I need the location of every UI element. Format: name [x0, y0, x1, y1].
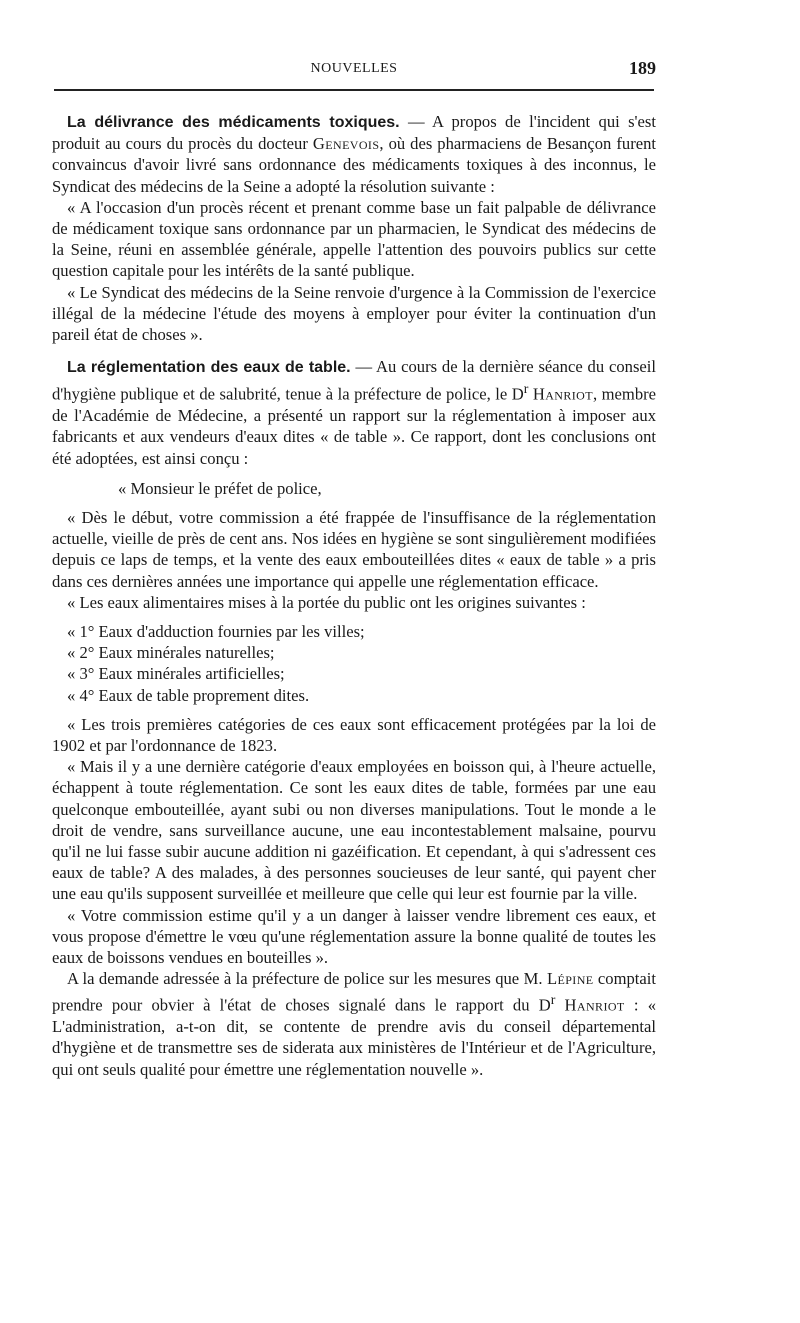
- article-body: [52, 111, 656, 1080]
- section-heading: La réglementation des eaux de table.: [67, 359, 351, 377]
- paragraph: « Le Syndicat des médecins de la Seine renvoie d'urgence à la Commission de l'exercice illégal de la médecine l'étude des moyens à employer pour éviter la continuation d'un pareil état de choses ».: [52, 282, 656, 345]
- list-item: « 1° Eaux d'adduction fournies par les villes;: [67, 622, 365, 641]
- paragraph: « Dès le début, votre commission a été frappée de l'insuffisance de la réglementation actuelle, vieille de près de cent ans. Nos idées en hygiène se sont singulièrement modifiées depuis ce laps de temps, et la vente des eaux embouteillées dites « eaux de table » a pris dans ces dernières années une importance qui appelle une réglementation efficace.: [52, 507, 656, 591]
- section-toxic-medications-intro: La délivrance des médicaments toxiques. — A propos de l'incident qui s'est produit au cours du procès du docteur Genevois, où des pharmaciens de Besançon furent convaincus d'avoir livré sans ordonnance des médicaments toxiques à des inconnus, le Syndicat des médecins de la Seine a adopté la résolution suivante :: [52, 112, 656, 196]
- running-header: [52, 58, 656, 82]
- list-item: « 4° Eaux de table proprement dites.: [67, 685, 310, 705]
- header-rule: [54, 89, 654, 91]
- person-name: Hanriot: [532, 384, 593, 404]
- list-item: « 3° Eaux minérales artificielles;: [67, 664, 285, 684]
- salutation: « Monsieur le préfet de police,: [118, 478, 322, 498]
- running-title: NOUVELLES: [310, 61, 398, 76]
- section-heading: La délivrance des médicaments toxiques.: [67, 114, 400, 131]
- page-number: 189: [629, 58, 656, 78]
- person-name: Genevois: [312, 134, 380, 154]
- list-item: « 2° Eaux minérales naturelles;: [67, 643, 275, 663]
- paragraph: « A l'occasion d'un procès récent et prenant comme base un fait palpable de délivrance de médicament toxique sans ordonnance par un pharmacien, le Syndicat des médecins de la Seine, réuni en assemblée générale, appelle l'attention des pouvoirs publics sur cette question capitale pour les intérêts de la santé publique.: [52, 197, 656, 281]
- paragraph: « Mais il y a une dernière catégorie d'eaux employées en boisson qui, à l'heure actuelle, échappent à toute réglementation. Ce sont les eaux dites de table, formées par une eau quelconque embouteillée, ayant subi ou non diverses manipulations. Tout le monde a le droit de vendre, sans surveillance aucune, une eau incontestablement malsaine, pourvu qu'il ne lui fasse subir aucune addition ni gazéification. Et cependant, à qui s'adressent ces eaux de table? A des malades, à des personnes soucieuses de leur santé, qui payent cher une eau qu'ils supposent surveillée et meilleure que celle qui leur est fournie par la ville.: [52, 757, 656, 904]
- paragraph: « Votre commission estime qu'il y a un danger à laisser vendre librement ces eaux, et vous propose d'émettre le vœu qu'une réglementation assure la bonne qualité de toutes les eaux de boissons vendues en bouteilles ».: [52, 905, 656, 968]
- paragraph: « Les eaux alimentaires mises à la portée du public ont les origines suivantes :: [67, 592, 586, 612]
- person-name: Hanriot: [564, 995, 625, 1015]
- paragraph: A la demande adressée à la préfecture de police sur les mesures que M. Lépine comptait prendre pour obvier à l'état de choses signalé dans le rapport du $D^r$ Hanriot : « L'administration, a-t-on dit, se contente de prendre avis du conseil départemental d'hygiène et de transmettre ses de siderata aux ministères de l'Intérieur et de l'Agriculture, qui ont seuls qualité pour émettre une réglementation nouvelle ».: [52, 969, 656, 1079]
- origins-list: [52, 621, 656, 706]
- paragraph: « Les trois premières catégories de ces eaux sont efficacement protégées par la loi de 1902 et par l'ordonnance de 1823.: [52, 714, 656, 756]
- person-name: Lépine: [546, 969, 594, 989]
- section-table-water-intro: La réglementation des eaux de table. — Au cours de la dernière séance du conseil d'hygiène publique et de salubrité, tenue à la préfecture de police, le $D^r$ Hanriot, membre de l'Académie de Médecine, a présenté un rapport sur la réglementation à imposer aux fabricants et aux vendeurs d'eaux dites « de table ». Ce rapport, dont les conclusions ont été adoptées, est ainsi conçu :: [52, 357, 657, 468]
